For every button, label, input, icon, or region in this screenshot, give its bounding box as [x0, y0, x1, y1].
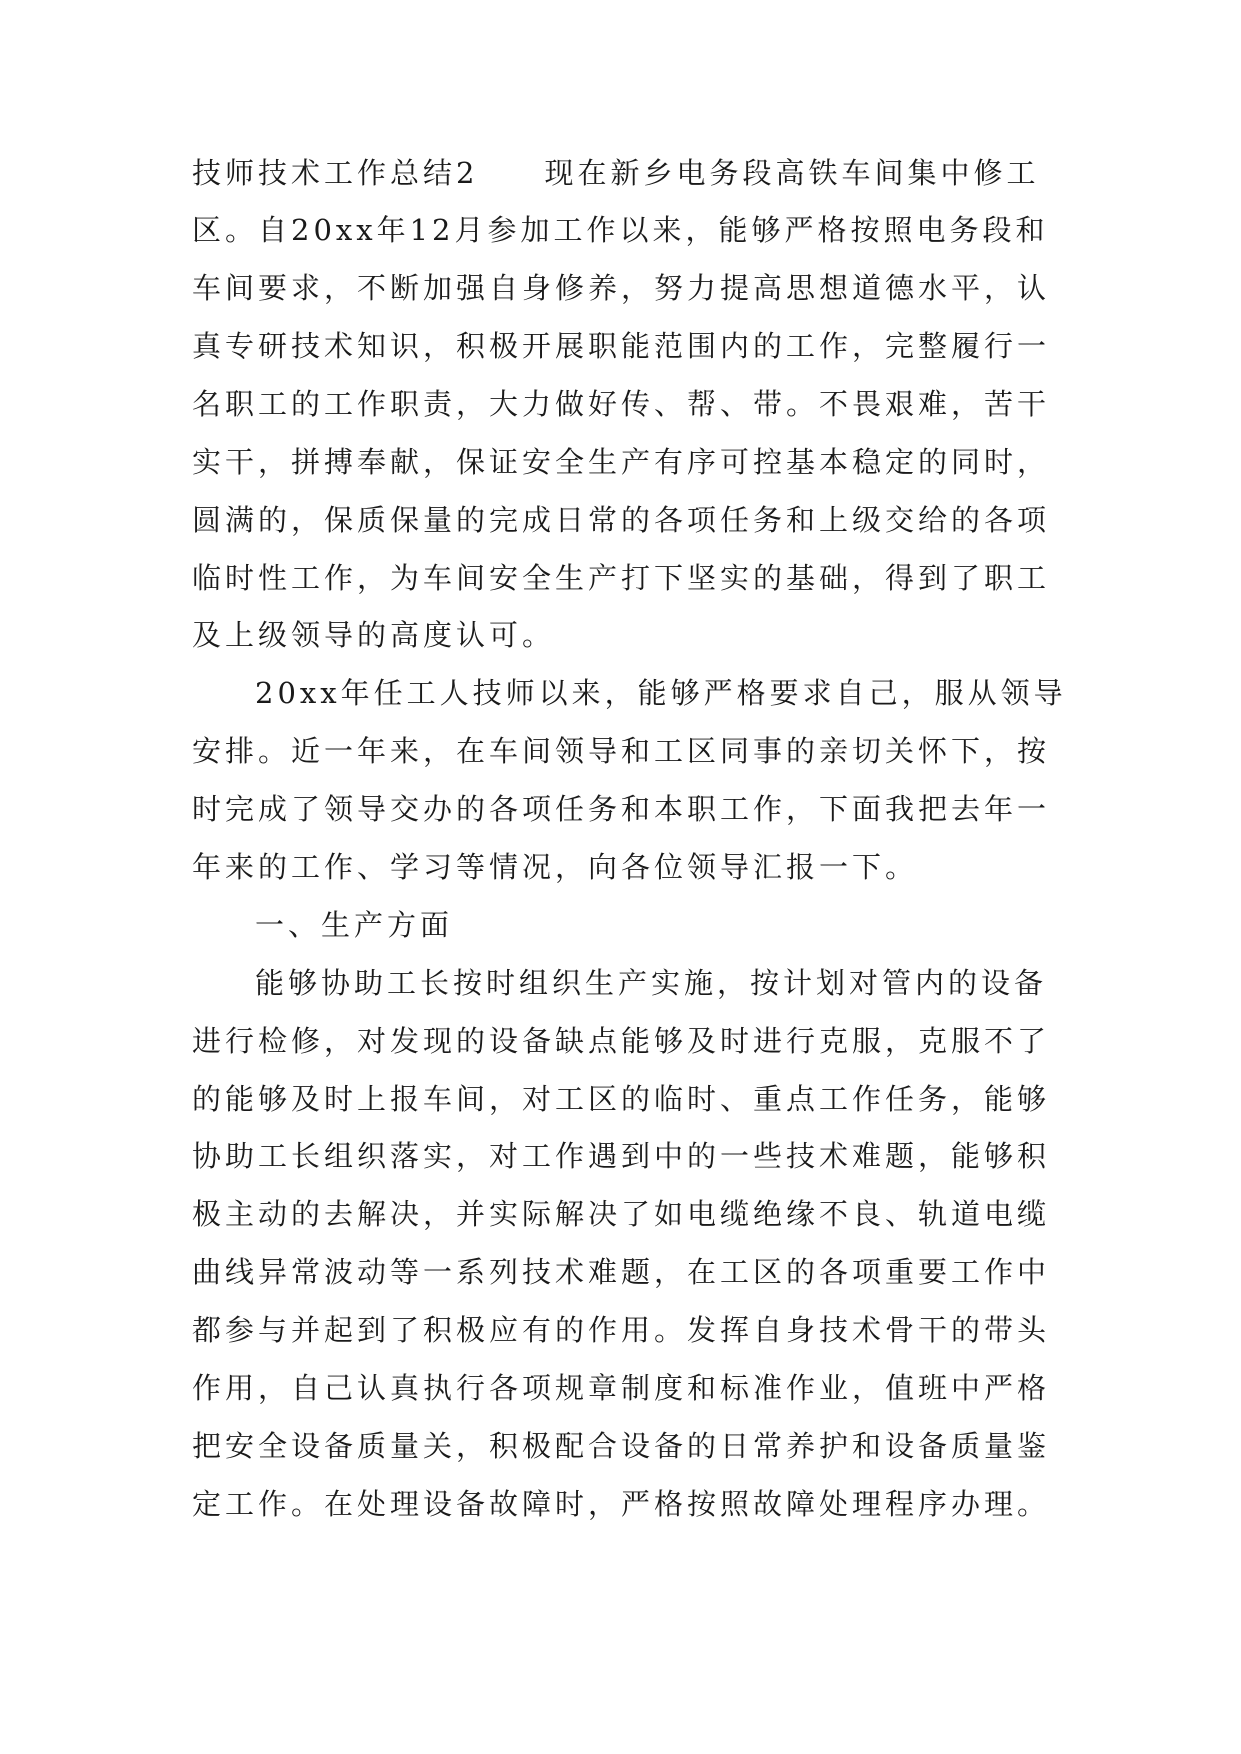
- text-line: 年来的工作、学习等情况，向各位领导汇报一下。: [192, 850, 919, 884]
- text-line: 曲线异常波动等一系列技术难题，在工区的各项重要工作中: [192, 1255, 1051, 1289]
- text-line: 都参与并起到了积极应有的作用。发挥自身技术骨干的带头: [192, 1313, 1051, 1347]
- text-line: 时完成了领导交办的各项任务和本职工作，下面我把去年一: [192, 792, 1051, 826]
- text-line: 安排。近一年来，在车间领导和工区同事的亲切关怀下，按: [192, 734, 1051, 768]
- text-line: 的能够及时上报车间，对工区的临时、重点工作任务，能够: [192, 1082, 1051, 1116]
- text-line: 20xx年任工人技师以来，能够严格要求自己，服从领导: [255, 676, 1067, 710]
- text-line: 临时性工作，为车间安全生产打下坚实的基础，得到了职工: [192, 561, 1051, 595]
- text-line: 车间要求，不断加强自身修养，努力提高思想道德水平，认: [192, 271, 1051, 305]
- text-line: 定工作。在处理设备故障时，严格按照故障处理程序办理。: [192, 1487, 1051, 1521]
- text-line: 把安全设备质量关，积极配合设备的日常养护和设备质量鉴: [192, 1429, 1051, 1463]
- text-line: 极主动的去解决，并实际解决了如电缆绝缘不良、轨道电缆: [192, 1197, 1051, 1231]
- text-line: 及上级领导的高度认可。: [192, 618, 556, 652]
- text-line: 区。自20xx年12月参加工作以来，能够严格按照电务段和: [192, 213, 1049, 247]
- text-line: 协助工长组织落实，对工作遇到中的一些技术难题，能够积: [192, 1139, 1051, 1173]
- section-heading: 一、生产方面: [255, 908, 454, 942]
- text-line: 技师技术工作总结2 现在新乡电务段高铁车间集中修工: [192, 156, 1040, 190]
- text-line: 进行检修，对发现的设备缺点能够及时进行克服，克服不了: [192, 1024, 1051, 1058]
- text-line: 圆满的，保质保量的完成日常的各项任务和上级交给的各项: [192, 503, 1051, 537]
- text-line: 实干，拼搏奉献，保证安全生产有序可控基本稳定的同时，: [192, 445, 1051, 479]
- text-line: 名职工的工作职责，大力做好传、帮、带。不畏艰难，苦干: [192, 387, 1051, 421]
- text-line: 作用，自己认真执行各项规章制度和标准作业，值班中严格: [192, 1371, 1051, 1405]
- text-line: 能够协助工长按时组织生产实施，按计划对管内的设备: [255, 966, 1048, 1000]
- text-line: 真专研技术知识，积极开展职能范围内的工作，完整履行一: [192, 329, 1051, 363]
